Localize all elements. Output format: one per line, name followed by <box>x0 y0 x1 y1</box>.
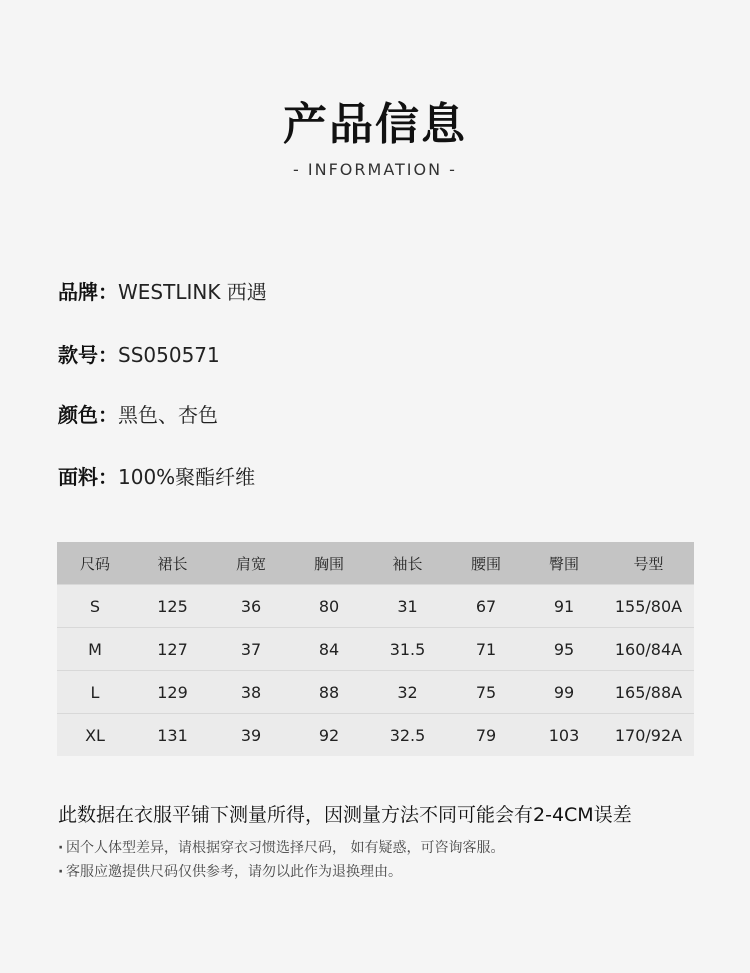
table-cell: 88 <box>290 671 368 714</box>
note-text: 客服应邀提供尺码仅供参考，请勿以此作为退换理由。 <box>66 864 402 880</box>
info-value: WESTLINK 西遇 <box>118 280 267 304</box>
note-item <box>58 861 402 881</box>
table-cell: 125 <box>133 585 212 628</box>
table-cell: 170/92A <box>603 714 694 757</box>
table-cell: 32.5 <box>368 714 447 757</box>
info-fabric <box>58 462 255 492</box>
table-cell: 95 <box>525 628 603 671</box>
table-cell: 39 <box>212 714 290 757</box>
table-row <box>57 714 694 757</box>
info-label: 颜色： <box>58 403 118 427</box>
column-header: 肩宽 <box>212 542 290 585</box>
table-cell: 99 <box>525 671 603 714</box>
table-cell: 32 <box>368 671 447 714</box>
column-header: 腰围 <box>447 542 525 585</box>
table-cell: 31 <box>368 585 447 628</box>
table-cell: XL <box>57 714 133 757</box>
column-header: 胸围 <box>290 542 368 585</box>
table-cell: S <box>57 585 133 628</box>
table-cell: 127 <box>133 628 212 671</box>
page-title: 产品信息 <box>283 99 467 150</box>
table-cell: 31.5 <box>368 628 447 671</box>
table-cell: 75 <box>447 671 525 714</box>
measurement-note-title: 此数据在衣服平铺下测量所得，因测量方法不同可能会有2-4CM误差 <box>58 804 632 826</box>
table-row <box>57 585 694 628</box>
bullet-icon: · <box>58 864 64 880</box>
table-cell: 79 <box>447 714 525 757</box>
table-cell: 155/80A <box>603 585 694 628</box>
info-label: 面料： <box>58 465 118 489</box>
table-cell: 84 <box>290 628 368 671</box>
bullet-icon: · <box>58 840 64 856</box>
table-cell: 80 <box>290 585 368 628</box>
table-cell: 103 <box>525 714 603 757</box>
column-header: 尺码 <box>57 542 133 585</box>
table-cell: 36 <box>212 585 290 628</box>
info-label: 款号： <box>58 343 118 367</box>
table-cell: 165/88A <box>603 671 694 714</box>
table-row <box>57 628 694 671</box>
table-cell: L <box>57 671 133 714</box>
info-label: 品牌： <box>58 280 118 304</box>
column-header: 袖长 <box>368 542 447 585</box>
table-cell: 129 <box>133 671 212 714</box>
info-value: 100%聚酯纤维 <box>118 465 256 489</box>
table-cell: 37 <box>212 628 290 671</box>
table-cell: 71 <box>447 628 525 671</box>
table-cell: M <box>57 628 133 671</box>
table-cell: 92 <box>290 714 368 757</box>
size-table <box>57 542 694 756</box>
column-header: 裙长 <box>133 542 212 585</box>
note-item <box>58 837 504 857</box>
info-brand <box>58 277 267 307</box>
info-style-number <box>58 340 220 370</box>
table-cell: 160/84A <box>603 628 694 671</box>
info-color <box>58 400 218 430</box>
info-value: SS050571 <box>118 343 220 367</box>
table-header-row <box>57 542 694 585</box>
note-text: 因个人体型差异，请根据穿衣习惯选择尺码， 如有疑惑，可咨询客服。 <box>66 840 505 856</box>
table-cell: 38 <box>212 671 290 714</box>
column-header: 臀围 <box>525 542 603 585</box>
page-subtitle: - INFORMATION - <box>293 160 457 179</box>
column-header: 号型 <box>603 542 694 585</box>
table-cell: 131 <box>133 714 212 757</box>
table-cell: 67 <box>447 585 525 628</box>
info-value: 黑色、杏色 <box>118 403 218 427</box>
table-cell: 91 <box>525 585 603 628</box>
table-row <box>57 671 694 714</box>
